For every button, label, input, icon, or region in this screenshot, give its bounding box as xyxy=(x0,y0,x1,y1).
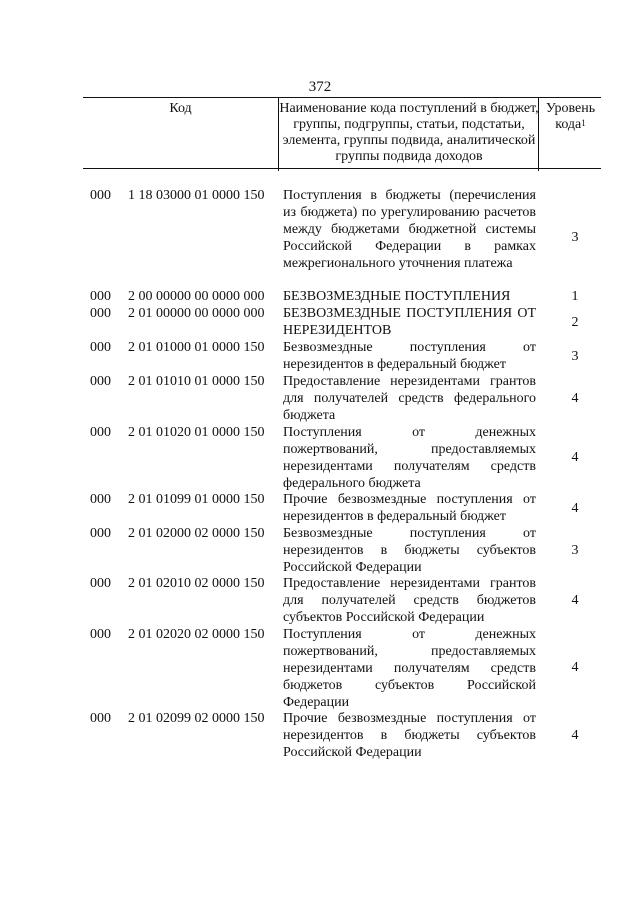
revenue-code: 2 01 02000 02 0000 150 xyxy=(128,526,265,541)
admin-code: 000 xyxy=(90,627,111,642)
header-code: Код xyxy=(169,101,192,116)
code-level: 3 xyxy=(571,230,579,245)
page-number: 372 xyxy=(308,79,332,95)
revenue-name: Поступления в бюджеты (перечисления из бюджета) по урегулированию расчетов между бюджетами бюджетной системы Российской Федерации в рамках межрегионального уточнения платежа xyxy=(283,188,536,271)
code-level: 4 xyxy=(571,728,579,743)
table-header xyxy=(83,97,601,169)
header-name: Наименование кода поступлений в бюджет, группы, подгруппы, статьи, подстатьи, элемента, группы подвида, аналитической группы подвида доходов xyxy=(278,98,539,171)
revenue-code: 2 01 01010 01 0000 150 xyxy=(128,374,265,389)
revenue-code: 2 01 02020 02 0000 150 xyxy=(128,627,265,642)
revenue-code: 2 01 01099 01 0000 150 xyxy=(128,492,265,507)
code-level: 4 xyxy=(571,593,579,608)
admin-code: 000 xyxy=(90,526,111,541)
code-level: 1 xyxy=(571,289,579,304)
revenue-name: Прочие безвозмездные поступления от нерезидентов в бюджеты субъектов Российской Федерации xyxy=(283,711,536,760)
revenue-name: Поступления от денежных пожертвований, предоставляемых нерезидентами получателям средств бюджетов субъектов Российской Федерации xyxy=(283,627,536,710)
revenue-code: 2 01 02010 02 0000 150 xyxy=(128,576,265,591)
admin-code: 000 xyxy=(90,340,111,355)
code-level: 4 xyxy=(571,660,579,675)
footnote-marker: 1 xyxy=(581,118,586,128)
admin-code: 000 xyxy=(90,306,111,321)
revenue-name: Безвозмездные поступления от нерезидентов в федеральный бюджет xyxy=(283,340,536,372)
code-level: 3 xyxy=(571,543,579,558)
revenue-name: Поступления от денежных пожертвований, предоставляемых нерезидентами получателям средств федерального бюджета xyxy=(283,425,536,491)
revenue-name: БЕЗВОЗМЕЗДНЫЕ ПОСТУПЛЕНИЯ xyxy=(283,289,511,304)
revenue-code: 2 01 01000 01 0000 150 xyxy=(128,340,265,355)
revenue-name: БЕЗВОЗМЕЗДНЫЕ ПОСТУПЛЕНИЯ ОТ НЕРЕЗИДЕНТОВ xyxy=(283,306,536,338)
code-level: 4 xyxy=(571,450,579,465)
admin-code: 000 xyxy=(90,711,111,726)
header-level-label: Уровень кода xyxy=(545,101,596,132)
revenue-code: 1 18 03000 01 0000 150 xyxy=(128,188,265,203)
admin-code: 000 xyxy=(90,289,111,304)
revenue-name: Безвозмездные поступления от нерезидентов в бюджеты субъектов Российской Федерации xyxy=(283,526,536,575)
admin-code: 000 xyxy=(90,576,111,591)
admin-code: 000 xyxy=(90,374,111,389)
code-level: 2 xyxy=(571,315,579,330)
code-level: 4 xyxy=(571,391,579,406)
revenue-code: 2 00 00000 00 0000 000 xyxy=(128,289,265,304)
revenue-name: Предоставление нерезидентами грантов для получателей средств бюджетов субъектов Российской Федерации xyxy=(283,576,536,625)
admin-code: 000 xyxy=(90,492,111,507)
code-level: 3 xyxy=(571,349,579,364)
admin-code: 000 xyxy=(90,188,111,203)
revenue-code: 2 01 00000 00 0000 000 xyxy=(128,306,265,321)
revenue-name: Предоставление нерезидентами грантов для получателей средств федерального бюджета xyxy=(283,374,536,423)
header-level xyxy=(538,98,602,171)
code-level: 4 xyxy=(571,501,579,516)
revenue-code: 2 01 01020 01 0000 150 xyxy=(128,425,265,440)
revenue-name: Прочие безвозмездные поступления от нерезидентов в федеральный бюджет xyxy=(283,492,536,524)
admin-code: 000 xyxy=(90,425,111,440)
revenue-code: 2 01 02099 02 0000 150 xyxy=(128,711,265,726)
